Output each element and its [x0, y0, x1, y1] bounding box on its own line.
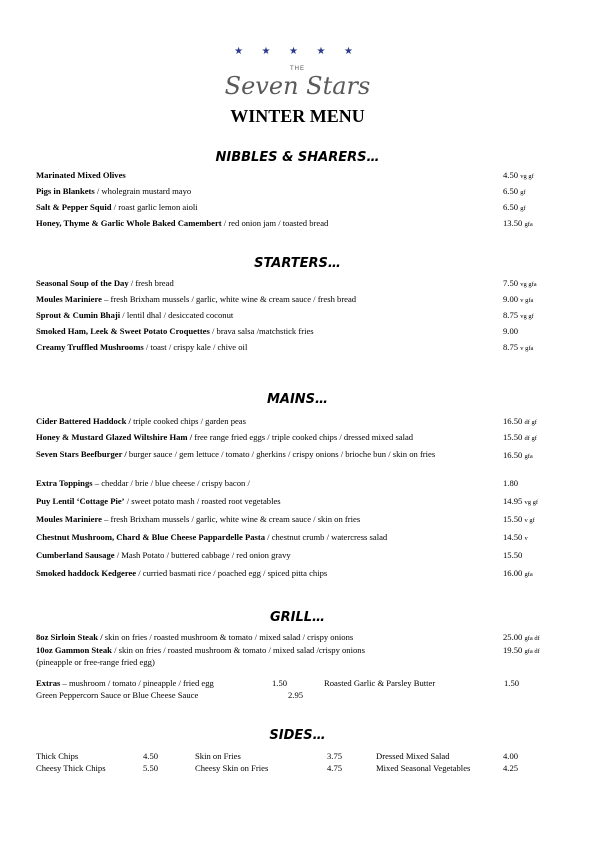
menu-item: Creamy Truffled Mushrooms / toast / crispy kale / chive oil 8.75 v gfa — [36, 342, 534, 352]
logo-name: Seven Stars — [224, 72, 371, 100]
side-price: 4.75 — [327, 763, 343, 773]
menu-item: 8oz Sirloin Steak / skin on fries / roasted mushroom & tomato / mixed salad / crispy onions 25.00 gfa df — [36, 632, 540, 642]
extras-line: Extras – mushroom / tomato / pineapple / fried egg — [36, 678, 214, 688]
menu-item: Honey, Thyme & Garlic Whole Baked Camembert / red onion jam / toasted bread 13.50 gfa — [36, 218, 533, 228]
butter-price: 1.50 — [504, 678, 520, 688]
menu-item: Cumberland Sausage / Mash Potato / buttered cabbage / red onion gravy 15.50 — [36, 550, 523, 560]
side-item: Cheesy Skin on Fries — [195, 763, 269, 773]
star-icon: ★ ★ ★ ★ ★ — [234, 46, 361, 57]
side-item: Dressed Mixed Salad — [376, 751, 450, 761]
menu-item: Extra Toppings – cheddar / brie / blue cheese / crispy bacon / 1.80 — [36, 478, 519, 488]
logo — [0, 46, 595, 100]
menu-item: Chestnut Mushroom, Chard & Blue Cheese Pappardelle Pasta / chestnut crumb / watercress salad 14.50 v — [36, 532, 528, 542]
menu-item: Sprout & Cumin Bhaji / lentil dhal / desiccated coconut 8.75 vg gf — [36, 310, 534, 320]
menu-item: Cider Battered Haddock / triple cooked chips / garden peas 16.50 df gf — [36, 416, 537, 426]
menu-item: Moules Mariniere – fresh Brixham mussels / garlic, white wine & cream sauce / skin on fries 15.50 v gf — [36, 514, 535, 524]
side-item: Cheesy Thick Chips — [36, 763, 106, 773]
menu-item: Marinated Mixed Olives 4.50 vg gf — [36, 170, 534, 180]
side-price: 5.50 — [143, 763, 159, 773]
section-nibbles: NIBBLES & SHARERS… — [215, 150, 380, 165]
menu-item: Smoked haddock Kedgeree / curried basmati rice / poached egg / spiced pitta chips 16.00 gfa — [36, 568, 533, 578]
side-item: Mixed Seasonal Vegetables — [376, 763, 471, 773]
menu-item: Seven Stars Beefburger / burger sauce / gem lettuce / tomato / gherkins / crispy onions / brioche bun / skin on fries 16.50 gfa — [36, 449, 533, 460]
sauce-label: Green Peppercorn Sauce or Blue Cheese Sauce — [36, 690, 199, 700]
grill-note: (pineapple or free-range fried egg) — [36, 657, 155, 667]
section-grill: GRILL… — [269, 610, 326, 625]
menu-item: Seasonal Soup of the Day / fresh bread 7.50 vg gfa — [36, 278, 537, 288]
side-price: 4.00 — [503, 751, 519, 761]
side-item: Skin on Fries — [195, 751, 241, 761]
logo-the: THE — [290, 66, 305, 72]
sauce-price: 2.95 — [288, 690, 304, 700]
side-price: 3.75 — [327, 751, 343, 761]
section-mains: MAINS… — [266, 392, 329, 407]
extras-price: 1.50 — [272, 678, 288, 688]
section-sides: SIDES… — [269, 728, 326, 743]
menu-item: Salt & Pepper Squid / roast garlic lemon aioli 6.50 gf — [36, 202, 526, 212]
butter-label: Roasted Garlic & Parsley Butter — [324, 678, 436, 688]
side-item: Thick Chips — [36, 751, 79, 761]
side-price: 4.50 — [143, 751, 159, 761]
menu-item: Honey & Mustard Glazed Wiltshire Ham / free range fried eggs / triple cooked chips / dressed mixed salad 15.50 df gf — [36, 432, 537, 442]
menu-item: 10oz Gammon Steak / skin on fries / roasted mushroom & tomato / mixed salad /crispy onions 19.50 gfa df — [36, 645, 540, 655]
section-starters: STARTERS… — [254, 256, 341, 271]
page-title: WINTER MENU — [230, 106, 365, 126]
side-price: 4.25 — [503, 763, 519, 773]
menu-item: Pigs in Blankets / wholegrain mustard mayo 6.50 gf — [36, 186, 526, 196]
menu-item: Puy Lentil ‘Cottage Pie’ / sweet potato mash / roasted root vegetables 14.95 vg gf — [36, 496, 539, 506]
menu-item: Smoked Ham, Leek & Sweet Potato Croquettes / brava salsa /matchstick fries 9.00 — [36, 326, 519, 336]
menu-item: Moules Mariniere – fresh Brixham mussels / garlic, white wine & cream sauce / fresh bread 9.00 v gfa — [36, 294, 534, 304]
